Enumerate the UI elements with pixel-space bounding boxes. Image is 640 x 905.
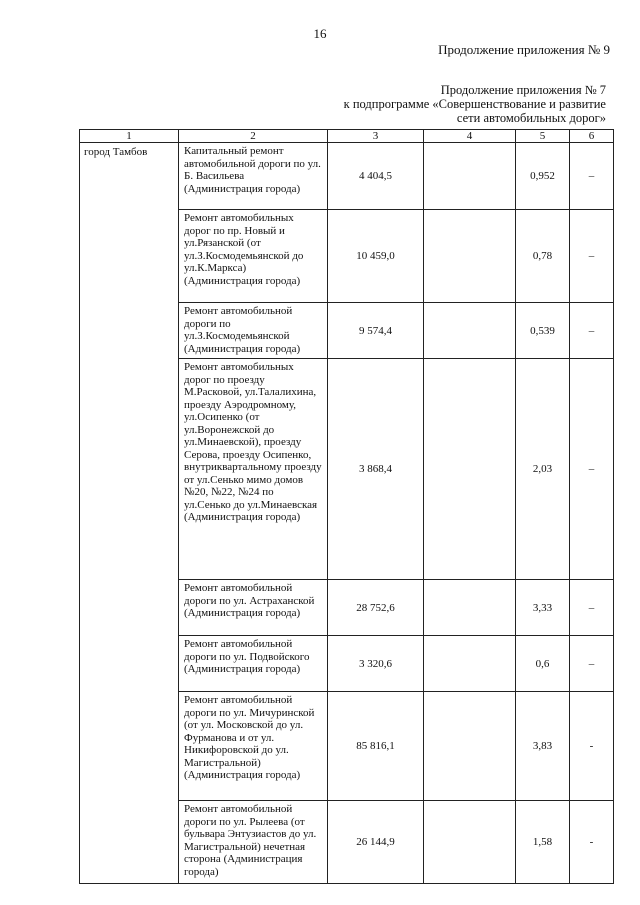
row-column-6: – [570,636,614,692]
row-length: 2,03 [516,359,570,580]
row-amount: 26 144,9 [328,801,424,884]
row-length: 0,6 [516,636,570,692]
row-description: Ремонт автомобильной дороги по ул. Мичуринской (от ул. Московской до ул. Фурманова и от ул. Никифоровской до ул. Магистральной) (Администрация города) [179,692,328,801]
appendix-9-heading: Продолжение приложения № 9 [438,42,610,57]
row-description: Ремонт автомобильной дороги по ул. Подвойского (Администрация города) [179,636,328,692]
column-header: 3 [328,130,424,143]
column-number-row [80,130,614,143]
row-amount: 3 868,4 [328,359,424,580]
row-column-6: - [570,801,614,884]
row-amount: 85 816,1 [328,692,424,801]
row-column-4 [424,636,516,692]
column-header: 1 [80,130,179,143]
row-description: Ремонт автомобильных дорог по пр. Новый и ул.Рязанской (от ул.З.Космодемьянской до ул.К.Маркса) (Администрация города) [179,210,328,303]
row-description: Ремонт автомобильных дорог по проезду М.Расковой, ул.Талалихина, проезду Аэродромному, ул.Осипенко (от ул.Воронежской до ул.Минаевской), проезду Серова, проезду Осипенко, внутриквартальному проезду от ул.Сенько мимо домов №20, №22, №24 по ул.Сенько до ул.Минаевская (Администрация города) [179,359,328,580]
page-number: 16 [313,26,327,41]
city-cell: город Тамбов [80,143,179,884]
row-length: 0,539 [516,303,570,359]
row-description: Капитальный ремонт автомобильной дороги по ул. Б. Васильева (Администрация города) [179,143,328,210]
row-column-6: - [570,692,614,801]
row-length: 3,83 [516,692,570,801]
table-row [80,143,614,210]
row-column-4 [424,303,516,359]
row-column-6: – [570,359,614,580]
appendix-7-line-1: Продолжение приложения № 7 [440,83,606,97]
appendix-7-line-3: сети автомобильных дорог» [456,111,606,125]
row-amount: 4 404,5 [328,143,424,210]
column-header: 2 [179,130,328,143]
appendix-7-heading [344,83,606,125]
appendix-7-line-2: к подпрограмме «Совершенствование и развитие [343,97,606,111]
row-description: Ремонт автомобильной дороги по ул. Астраханской (Администрация города) [179,580,328,636]
row-column-4 [424,692,516,801]
row-column-6: – [570,580,614,636]
row-column-4 [424,143,516,210]
row-length: 1,58 [516,801,570,884]
row-column-6: – [570,303,614,359]
column-header: 6 [570,130,614,143]
row-length: 3,33 [516,580,570,636]
row-amount: 3 320,6 [328,636,424,692]
column-header: 4 [424,130,516,143]
row-length: 0,952 [516,143,570,210]
row-description: Ремонт автомобильной дороги по ул. Рылеева (от бульвара Энтузиастов до ул. Магистральной) нечетная сторона (Администрация города) [179,801,328,884]
row-column-4 [424,580,516,636]
program-table [79,129,614,884]
column-header: 5 [516,130,570,143]
row-column-4 [424,210,516,303]
row-column-6: – [570,210,614,303]
row-length: 0,78 [516,210,570,303]
row-column-4 [424,359,516,580]
row-column-6: – [570,143,614,210]
row-amount: 28 752,6 [328,580,424,636]
row-description: Ремонт автомобильной дороги по ул.З.Космодемьянской (Администрация города) [179,303,328,359]
row-column-4 [424,801,516,884]
row-amount: 10 459,0 [328,210,424,303]
row-amount: 9 574,4 [328,303,424,359]
